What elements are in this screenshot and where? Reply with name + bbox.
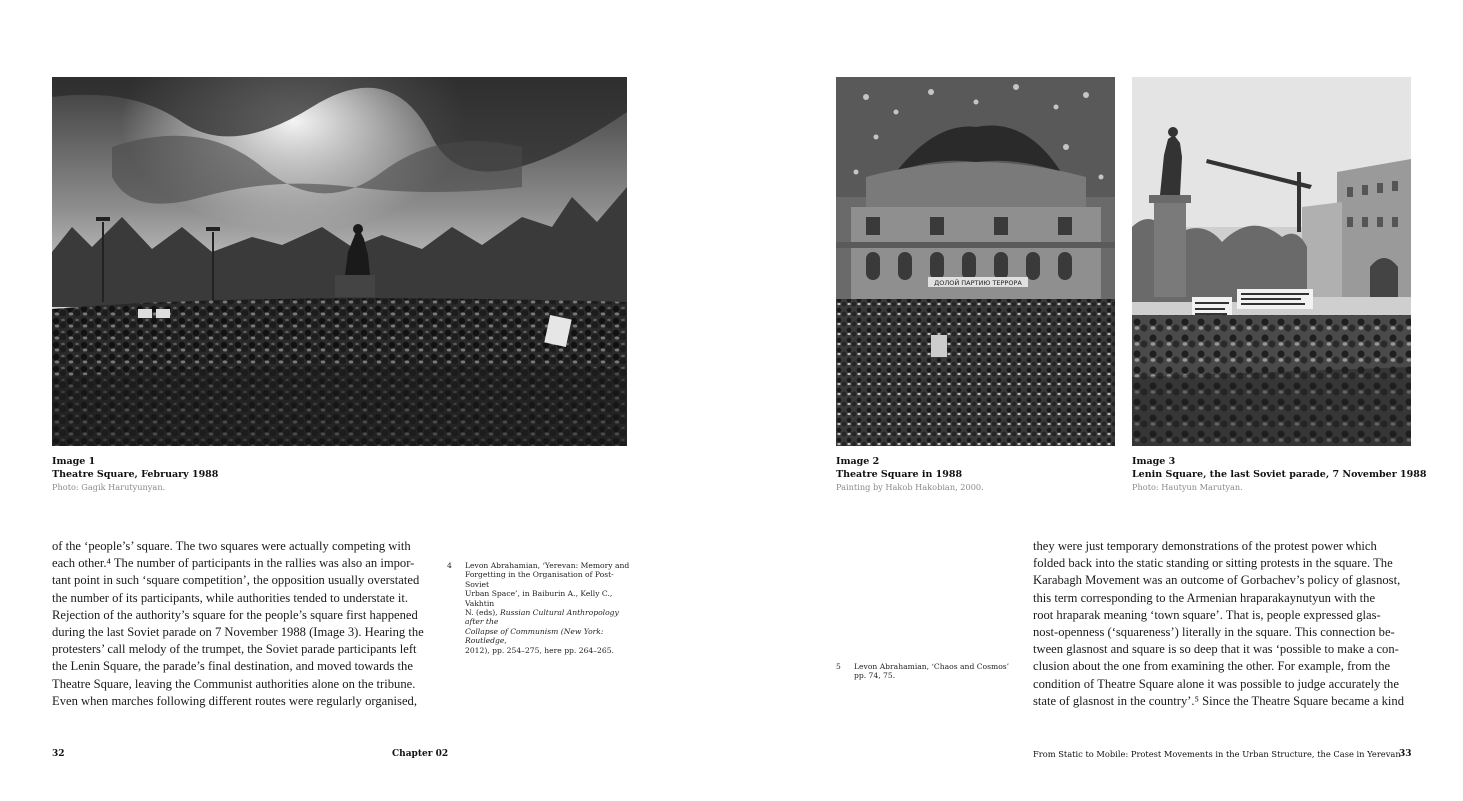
footnote-line: Levon Abrahamian, ‘Yerevan: Memory and	[465, 561, 630, 570]
body-line: tween glasnost and square is so deep that it was ‘possible to make a con-	[1033, 642, 1399, 657]
footnote-4-number: 4	[447, 561, 452, 570]
image1-title: Theatre Square, February 1988	[52, 468, 219, 480]
image3-caption	[1132, 456, 1426, 494]
footnote-5-number: 5	[836, 662, 841, 671]
body-line: protesters’ call melody of the trumpet, the Soviet parade participants left	[52, 642, 417, 657]
footnote-5	[836, 662, 1024, 681]
image2-label: Image 2	[836, 456, 880, 467]
body-line: tant point in such ‘square competition’, the opposition usually overstated	[52, 573, 420, 588]
body-line: nost-openness (‘squareness’) literally in the square. This connection be-	[1033, 625, 1395, 640]
footnote-line: Urban Space’, in Baiburin A., Kelly C., Vakhtin	[465, 589, 613, 608]
body-line: root hraparak meaning ‘town square’. That is, people expressed glas-	[1033, 607, 1381, 622]
footnote-line	[465, 627, 635, 646]
footnote-line: 2012), pp. 254–275, here pp. 264–265.	[465, 645, 614, 655]
right-page-number: 33	[1399, 749, 1412, 759]
image1-photo	[52, 77, 627, 446]
body-line: condition of Theatre Square alone it was possible to judge accurately the	[1033, 676, 1399, 691]
body-line: state of glasnost in the country’.⁵ Since the Theatre Square became a kind	[1033, 693, 1405, 708]
left-page-number: 32	[52, 749, 65, 759]
body-line: Theatre Square, leaving the Communist authorities alone on the tribune.	[52, 676, 416, 691]
body-line: of the ‘people’s’ square. The two squares were actually competing with	[52, 539, 411, 553]
right-running-head: From Static to Mobile: Protest Movements in the Urban Structure, the Case in Yerevan	[1033, 749, 1401, 759]
image3-label: Image 3	[1132, 456, 1176, 467]
body-line: during the last Soviet parade on 7 November 1988 (Image 3). Hearing the	[52, 625, 424, 640]
image1-caption	[52, 456, 218, 494]
footnote-line: Forgetting in the Organisation of Post-Soviet	[465, 570, 614, 589]
image3-credit: Photo: Hautyun Marutyan.	[1132, 482, 1243, 492]
left-running-head: Chapter 02	[392, 749, 449, 759]
body-line: Karabagh Movement was an outcome of Gorbachev’s policy of glasnost,	[1033, 573, 1401, 588]
body-line: Rejection of the authority’s square for the people’s square first happened	[52, 607, 418, 622]
image2-painting	[836, 77, 1115, 446]
body-line: clusion about the one from examining the other. For example, from the	[1033, 659, 1391, 674]
image2-banner-text: ДОЛОЙ ПАРТИЮ ТЕРРОРА	[934, 279, 1022, 287]
image2-title: Theatre Square in 1988	[836, 468, 963, 480]
body-line: they were just temporary demonstrations of the protest power which	[1033, 539, 1377, 553]
footnote-4	[447, 561, 635, 655]
body-line: the number of its participants, while authorities tended to understate it.	[52, 590, 409, 605]
image2-caption	[836, 456, 984, 494]
image3-title: Lenin Square, the last Soviet parade, 7 November 1988	[1132, 468, 1427, 480]
body-line: this term corresponding to the Armenian hraparakaynutyun with the	[1033, 590, 1376, 605]
footnote-line	[465, 608, 635, 627]
footnote-line: pp. 74, 75.	[854, 671, 896, 681]
footnote-italic-title: Russian Cultural Anthropology after the	[465, 608, 619, 627]
footnote-line: Levon Abrahamian, ‘Chaos and Cosmos’	[854, 662, 1010, 671]
image3-photo	[1132, 77, 1411, 446]
image1-label: Image 1	[52, 456, 96, 467]
right-body-text	[1033, 538, 1418, 710]
body-line: Even when marches following different routes were regularly organised,	[52, 693, 417, 708]
left-body-text	[52, 538, 437, 710]
body-line: the Lenin Square, the parade’s final destination, and moved towards the	[52, 659, 413, 674]
body-line: each other.⁴ The number of participants in the rallies was also an impor-	[52, 556, 415, 571]
footnote-line: Collapse of Communism (New York: Routledge,	[465, 626, 604, 646]
image1-credit: Photo: Gagik Harutyunyan.	[52, 482, 166, 492]
footnote-line-start: N. (eds),	[465, 608, 498, 618]
image2-credit: Painting by Hakob Hakobian, 2000.	[836, 482, 984, 492]
body-line: folded back into the static standing or sitting protests in the square. The	[1033, 556, 1393, 571]
